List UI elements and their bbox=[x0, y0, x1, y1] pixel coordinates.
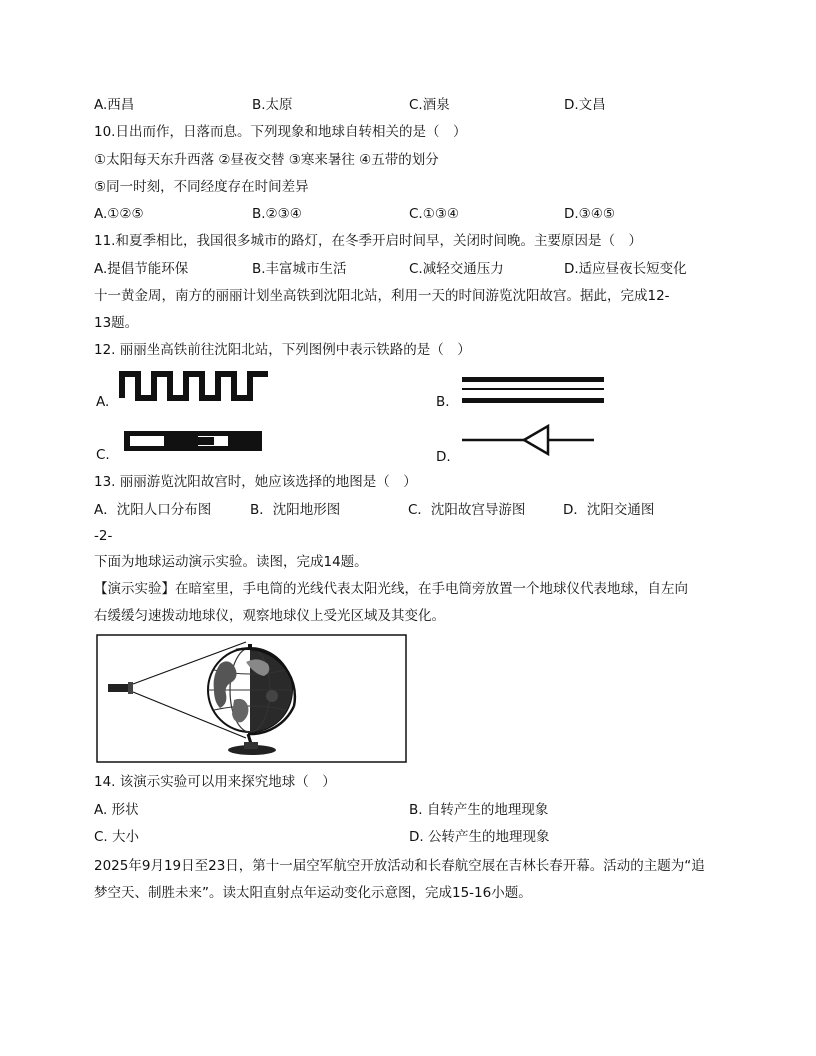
q13-option-b: B．沈阳地形图 bbox=[250, 502, 341, 518]
q12-legend-d-arrow-line bbox=[460, 422, 596, 458]
intro-14: 下面为地球运动演示实验。读图，完成14题。 bbox=[94, 554, 368, 570]
q12-legend-b-double-line bbox=[458, 374, 608, 406]
intro-12-13-line2: 13题。 bbox=[94, 315, 139, 331]
q12-legend-a-square-wave bbox=[118, 368, 274, 402]
q12-label-c: C. bbox=[96, 447, 110, 463]
q10-option-a: A.①②⑤ bbox=[94, 206, 144, 222]
q10-items-line1: ①太阳每天东升西落 ②昼夜交替 ③寒来暑往 ④五带的划分 bbox=[94, 152, 439, 168]
q11-option-c: C.减轻交通压力 bbox=[409, 261, 504, 277]
q12-label-d: D. bbox=[436, 449, 451, 465]
page-number: -2- bbox=[94, 528, 113, 544]
q13-option-c: C．沈阳故宫导游图 bbox=[408, 502, 526, 518]
intro-12-13-line1: 十一黄金周，南方的丽丽计划坐高铁到沈阳北站，利用一天的时间游览沈阳故宫。据此，完成12- bbox=[94, 288, 670, 304]
q12-legend-c-railway bbox=[122, 428, 266, 454]
intro-15-16-line1: 2025年9月19日至23日，第十一届空军航空开放活动和长春航空展在吉林长春开幕。活动的主题为“追 bbox=[94, 858, 705, 874]
q14-option-c: C. 大小 bbox=[94, 829, 140, 845]
q9-option-d: D.文昌 bbox=[564, 97, 606, 113]
experiment-line1: 【演示实验】在暗室里，手电筒的光线代表太阳光线，在手电筒旁放置一个地球仪代表地球，自左向 bbox=[94, 581, 688, 597]
experiment-figure bbox=[96, 634, 408, 764]
q14-option-a: A. 形状 bbox=[94, 802, 139, 818]
q14-stem: 14. 该演示实验可以用来探究地球（ ） bbox=[94, 774, 336, 790]
q10-option-b: B.②③④ bbox=[252, 206, 302, 222]
q9-option-b: B.太原 bbox=[252, 97, 293, 113]
q14-option-b: B. 自转产生的地理现象 bbox=[409, 802, 549, 818]
q13-option-a: A．沈阳人口分布图 bbox=[94, 502, 212, 518]
q11-option-b: B.丰富城市生活 bbox=[252, 261, 347, 277]
q10-stem: 10.日出而作，日落而息。下列现象和地球自转相关的是（ ） bbox=[94, 124, 467, 140]
intro-15-16-line2: 梦空天、制胜未来”。读太阳直射点年运动变化示意图，完成15-16小题。 bbox=[94, 885, 532, 901]
q10-option-c: C.①③④ bbox=[409, 206, 460, 222]
experiment-line2: 右缓缓匀速拨动地球仪，观察地球仪上受光区域及其变化。 bbox=[94, 608, 445, 624]
q10-items-line2: ⑤同一时刻，不同经度存在时间差异 bbox=[94, 179, 309, 195]
q10-option-d: D.③④⑤ bbox=[564, 206, 615, 222]
q11-stem: 11.和夏季相比，我国很多城市的路灯，在冬季开启时间早，关闭时间晚。主要原因是（ ） bbox=[94, 233, 642, 249]
q14-option-d: D. 公转产生的地理现象 bbox=[409, 829, 550, 845]
q9-option-a: A.西昌 bbox=[94, 97, 135, 113]
q12-stem: 12. 丽丽坐高铁前往沈阳北站，下列图例中表示铁路的是（ ） bbox=[94, 342, 471, 358]
q13-stem: 13. 丽丽游览沈阳故宫时，她应该选择的地图是（ ） bbox=[94, 474, 417, 490]
q9-option-c: C.酒泉 bbox=[409, 97, 450, 113]
q12-label-b: B. bbox=[436, 394, 450, 410]
q12-label-a: A. bbox=[96, 394, 110, 410]
q11-option-d: D.适应昼夜长短变化 bbox=[564, 261, 687, 277]
q11-option-a: A.提倡节能环保 bbox=[94, 261, 189, 277]
q13-option-d: D．沈阳交通图 bbox=[563, 502, 655, 518]
